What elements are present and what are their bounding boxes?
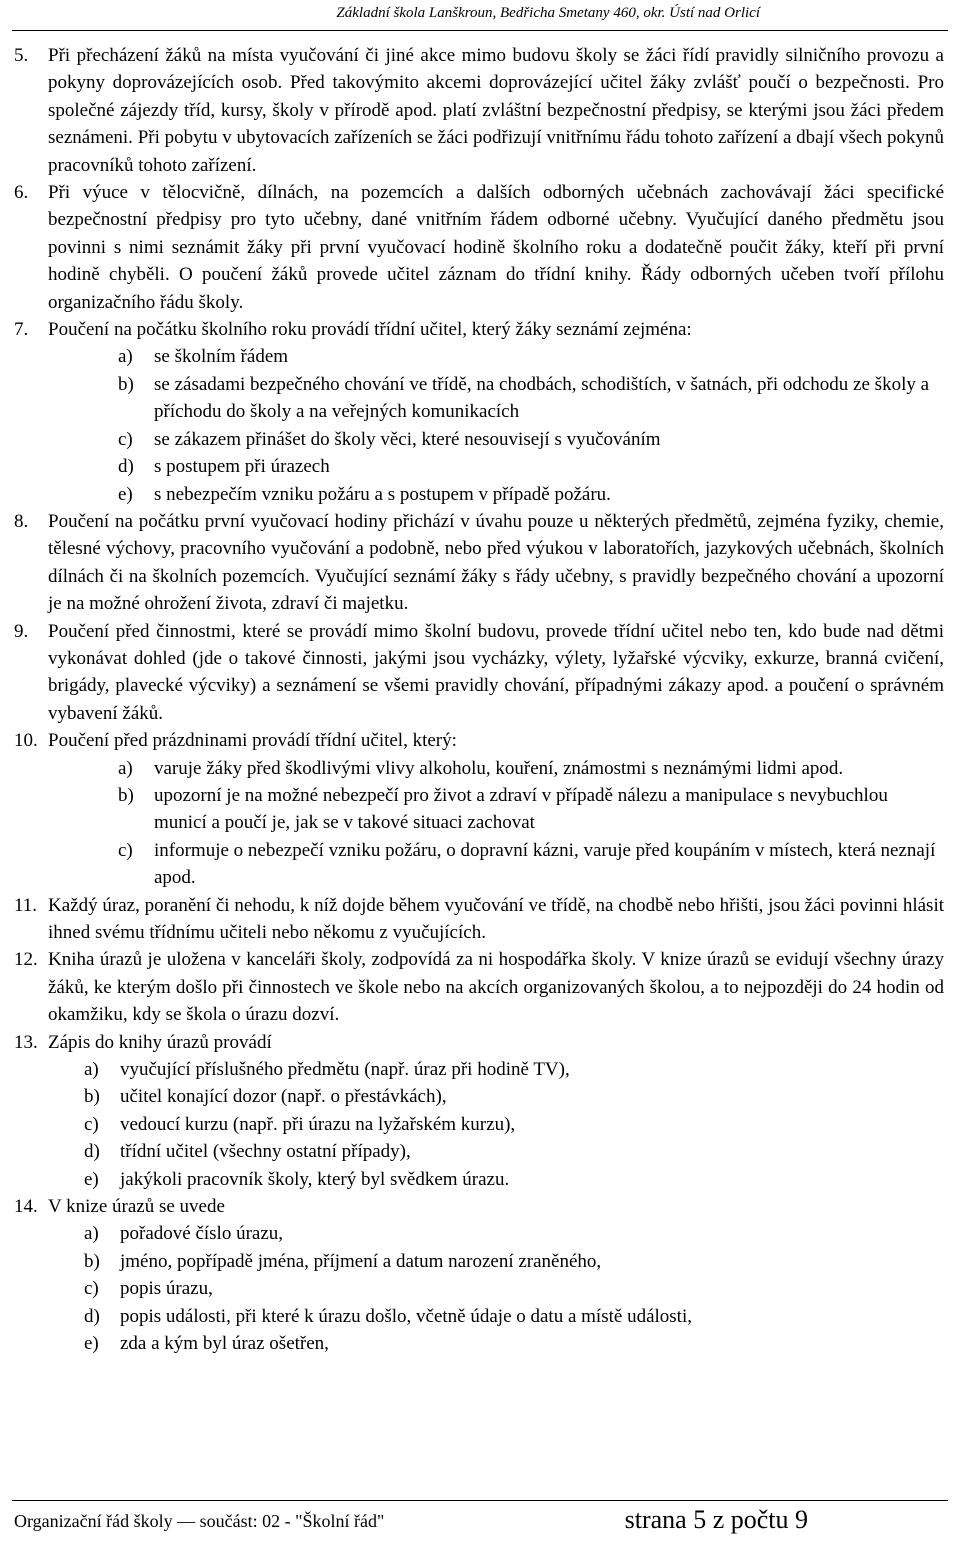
- sub-item-letter: a): [84, 1223, 99, 1245]
- item-text: V knize úrazů se uvede: [48, 1196, 225, 1218]
- item-number: 6.: [14, 182, 29, 204]
- item-number: 12.: [14, 949, 38, 971]
- list-item: [14, 316, 944, 343]
- item-body: [48, 1193, 944, 1220]
- list-item: [14, 42, 944, 179]
- sub-item: [84, 1248, 944, 1275]
- sub-item-letter: e): [118, 483, 133, 505]
- sub-item: [84, 1138, 944, 1165]
- sub-item-text: se školním řádem: [154, 346, 289, 368]
- item-number: 9.: [14, 620, 29, 642]
- item-number: 8.: [14, 510, 29, 532]
- item-text: Kniha úrazů je uložena v kanceláři školy, zodpovídá za ni hospodářka školy. V knize úrazů se evidují všechny úrazy žáků, ke kterým došlo při činnostech ve škole nebo na akcích organizovaných školou, a to nejpozději do 24 hodin od okamžiku, kdy se škola o úrazu dozví.: [48, 949, 944, 1026]
- sub-item: [84, 1303, 944, 1330]
- page-footer: [14, 1505, 944, 1535]
- item-number: 14.: [14, 1196, 38, 1218]
- sub-item-letter: d): [84, 1305, 100, 1327]
- item-body: [48, 42, 944, 179]
- footer-page-number: strana 5 z počtu 9: [624, 1505, 808, 1534]
- list-item: [14, 946, 944, 1028]
- item-text: Při výuce v tělocvičně, dílnách, na pozemcích a dalších odborných učebnách zachovávají žáci specifické bezpečnostní předpisy pro tyto učebny, dané vnitřním řádem odborné učebny. Vyučující daného předmětu jsou povinni s nimi seznámit žáky při první vyučovací hodině školního roku a dodatečně poučit žáky, kteří při první hodině chyběli. O poučení žáků provede učitel záznam do třídní knihy. Řády odborných učeben tvoří přílohu organizačního řádu školy.: [48, 182, 944, 313]
- sub-item-letter: a): [84, 1059, 99, 1081]
- item-text: Při přecházení žáků na místa vyučování či jiné akce mimo budovu školy se žáci řídí pravidly silničního provozu a pokyny doprovázejících osob. Před takovýmito akcemi doprovázející učitel žáky zvlášť poučí o bezpečnosti. Pro společné zájezdy tříd, kursy, školy v přírodě apod. platí zvláštní bezpečnostní předpisy, se kterými jsou žáci předem seznámeni. Při pobytu v ubytovacích zařízeních se žáci podřizují vnitřnímu řádu tohoto zařízení a dbají všech pokynů pracovníků tohoto zařízení.: [48, 45, 944, 176]
- sub-item: [118, 755, 944, 782]
- page-header: [0, 4, 960, 22]
- item-number: 5.: [14, 45, 29, 66]
- sub-item-letter: d): [84, 1141, 100, 1163]
- sub-item-letter: d): [118, 456, 134, 478]
- sub-item: [84, 1166, 944, 1193]
- sub-item-letter: c): [84, 1113, 99, 1135]
- sub-item: [118, 837, 944, 892]
- list-item: [14, 618, 944, 728]
- item-body: [48, 508, 944, 618]
- sub-item-text: se zákazem přinášet do školy věci, které nesouvisejí s vyučováním: [154, 428, 661, 450]
- sub-item-text: popis úrazu,: [120, 1278, 213, 1300]
- list-item: [14, 179, 944, 316]
- sub-item-text: zda a kým byl úraz ošetřen,: [120, 1333, 329, 1355]
- sub-item-text: pořadové číslo úrazu,: [120, 1223, 284, 1245]
- list-item: [14, 727, 944, 754]
- sub-item: [118, 481, 944, 508]
- sub-item-letter: a): [118, 757, 133, 779]
- sub-item-text: učitel konající dozor (např. o přestávkách),: [120, 1086, 447, 1108]
- sub-item: [84, 1111, 944, 1138]
- sub-item-text: jakýkoli pracovník školy, který byl svědkem úrazu.: [120, 1168, 510, 1190]
- sub-item: [84, 1330, 944, 1357]
- item-body: [48, 618, 944, 728]
- header-text: Základní škola Lanškroun, Bedřicha Smetany 460, okr. Ústí nad Orlicí: [336, 5, 760, 21]
- sub-item-letter: c): [84, 1278, 99, 1300]
- sub-item-text: s postupem při úrazech: [154, 456, 330, 478]
- item-body: [48, 179, 944, 316]
- list-item: [14, 508, 944, 618]
- sub-item: [84, 1083, 944, 1110]
- item-text: Každý úraz, poranění či nehodu, k níž dojde během vyučování ve třídě, na chodbě nebo hřišti, jsou žáci povinni hlásit ihned svému třídnímu učiteli nebo někomu z vyučujících.: [48, 894, 944, 943]
- item-text: Poučení na počátku školního roku provádí třídní učitel, který žáky seznámí zejména:: [48, 319, 692, 341]
- footer-document-title: Organizační řád školy — součást: 02 - "Školní řád": [14, 1511, 385, 1531]
- sub-item-text: informuje o nebezpečí vzniku požáru, o dopravní kázni, varuje před koupáním v místech, která neznají apod.: [154, 839, 936, 889]
- sub-item: [118, 426, 944, 453]
- item-body: [48, 946, 944, 1028]
- sub-item: [118, 782, 944, 837]
- sub-item-letter: b): [118, 784, 134, 806]
- sub-item-text: třídní učitel (všechny ostatní případy),: [120, 1141, 411, 1163]
- item-number: 11.: [14, 894, 38, 916]
- sub-item-text: varuje žáky před škodlivými vlivy alkoholu, kouření, známostmi s neznámými lidmi apod.: [154, 757, 844, 779]
- sub-item: [118, 371, 944, 426]
- footer-divider: [12, 1500, 948, 1501]
- item-body: [48, 727, 944, 754]
- item-body: [48, 1029, 944, 1056]
- sub-item-text: vyučující příslušného předmětu (např. úraz při hodině TV),: [120, 1059, 570, 1081]
- sub-item-text: se zásadami bezpečného chování ve třídě, na chodbách, schodištích, v šatnách, při odchodu ze školy a příchodu do školy a na veřejných komunikacích: [154, 373, 930, 423]
- sub-item-letter: c): [118, 839, 133, 861]
- item-number: 10.: [14, 730, 38, 752]
- sub-item-letter: e): [84, 1333, 99, 1355]
- item-text: Zápis do knihy úrazů provádí: [48, 1031, 272, 1053]
- sub-item-letter: b): [84, 1250, 100, 1272]
- document-body: [14, 42, 944, 1358]
- item-body: [48, 316, 944, 343]
- sub-item: [118, 343, 944, 370]
- list-item: [14, 1193, 944, 1220]
- item-body: [48, 892, 944, 947]
- sub-item-text: upozorní je na možné nebezpečí pro život a zdraví v případě nálezu a manipulace s nevybuchlou municí a poučí je, jak se v takové situaci zachovat: [154, 784, 888, 834]
- list-item: [14, 892, 944, 947]
- item-text: Poučení před prázdninami provádí třídní učitel, který:: [48, 730, 457, 752]
- sub-item-text: jméno, popřípadě jména, příjmení a datum narození zraněného,: [120, 1250, 602, 1272]
- sub-item: [84, 1056, 944, 1083]
- item-text: Poučení před činnostmi, které se provádí mimo školní budovu, provede třídní učitel nebo ten, kdo bude nad dětmi vykonávat dohled (jde o takové činnosti, jakými jsou vycházky, výlety, lyžařské výcviky, exkurze, branná cvičení, brigády, plavecké výcviky) a seznámení se všemi pravidly chování, případnými zákazy apod. a poučení o správném vybavení žáků.: [48, 620, 944, 724]
- item-number: 7.: [14, 319, 29, 341]
- sub-item-letter: b): [118, 373, 134, 395]
- sub-item: [84, 1220, 944, 1247]
- sub-item-letter: a): [118, 346, 133, 368]
- sub-item: [118, 453, 944, 480]
- sub-item-text: popis události, při které k úrazu došlo, včetně údaje o datu a místě události,: [120, 1305, 692, 1327]
- sub-item-letter: b): [84, 1086, 100, 1108]
- sub-item-letter: e): [84, 1168, 99, 1190]
- sub-item: [84, 1275, 944, 1302]
- item-number: 13.: [14, 1031, 38, 1053]
- item-text: Poučení na počátku první vyučovací hodiny přichází v úvahu pouze u některých předmětů, zejména fyziky, chemie, tělesné výchovy, pracovního vyučování a podobně, nebo před výukou v laboratořích, jazykových učebnách, školních dílnách či na školních pozemcích. Vyučující seznámí žáky s řády učebny, s pravidly bezpečného chování a upozorní je na možné ohrožení života, zdraví či majetku.: [48, 510, 944, 615]
- sub-item-text: vedoucí kurzu (např. při úrazu na lyžařském kurzu),: [120, 1113, 516, 1135]
- sub-item-text: s nebezpečím vzniku požáru a s postupem v případě požáru.: [154, 483, 611, 505]
- list-item: [14, 1029, 944, 1056]
- header-divider: [12, 30, 948, 31]
- sub-item-letter: c): [118, 428, 133, 450]
